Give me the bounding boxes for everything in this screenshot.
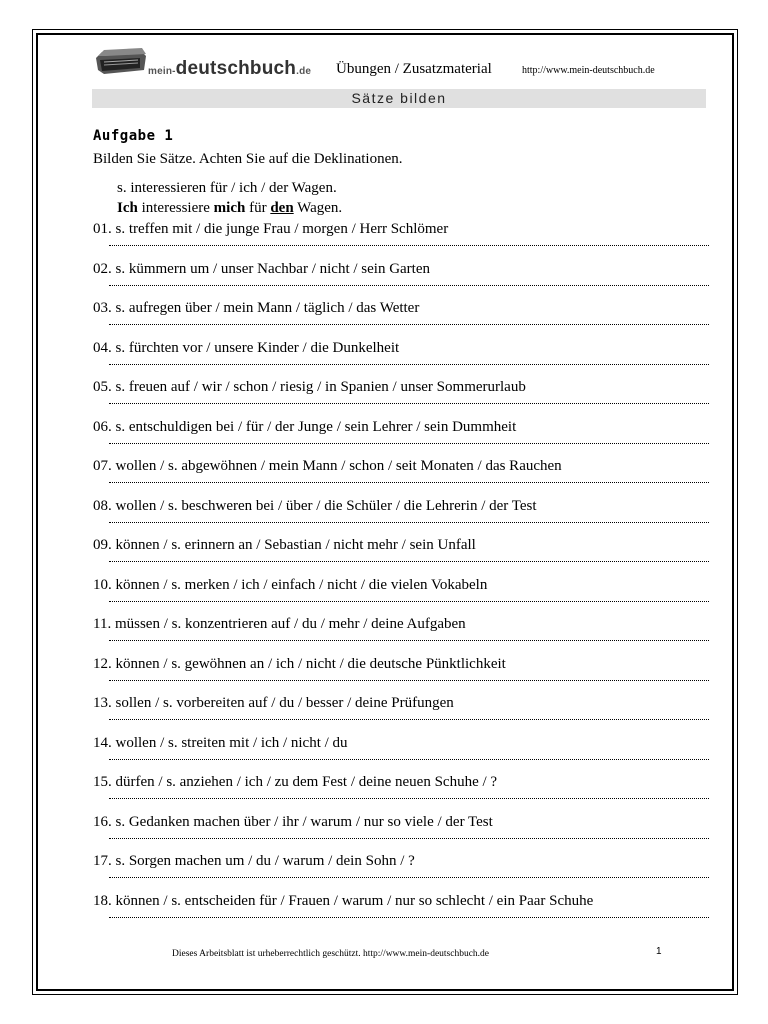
exercise-prompt: 02. s. kümmern um / unser Nachbar / nicht / sein Garten (93, 260, 431, 277)
answer-line[interactable] (109, 241, 709, 246)
answer-line[interactable] (109, 755, 709, 760)
exercise-prompt: 16. s. Gedanken machen über / ihr / warum / nur so viele / der Test (93, 813, 493, 830)
answer-line[interactable] (109, 360, 709, 365)
answer-line[interactable] (109, 439, 709, 444)
exercise-item (93, 774, 709, 791)
exercise-prompt: 18. können / s. entscheiden für / Frauen / warum / nur so schlecht / ein Paar Schuhe (93, 892, 594, 909)
answer-line[interactable] (109, 399, 709, 404)
exercise-prompt: 10. können / s. merken / ich / einfach / nicht / die vielen Vokabeln (93, 576, 488, 593)
exercise-prompt: 06. s. entschuldigen bei / für / der Junge / sein Lehrer / sein Dummheit (93, 418, 517, 435)
exercise-prompt: 01. s. treffen mit / die junge Frau / morgen / Herr Schlömer (93, 221, 449, 237)
exercise-item (93, 498, 709, 515)
logo-suffix: .de (296, 66, 312, 77)
page-number: 1 (656, 946, 662, 957)
header-title: Übungen / Zusatzmaterial (336, 61, 492, 77)
answer-line[interactable] (109, 794, 709, 799)
logo-main: deutschbuch (175, 58, 297, 79)
answer-line[interactable] (109, 557, 709, 562)
logo-text (148, 58, 311, 80)
exercise-item (93, 221, 709, 238)
answer-line[interactable] (109, 873, 709, 878)
exercise-item (93, 853, 709, 870)
exercise-item (93, 616, 709, 633)
example-word-reflexive: mich (213, 200, 246, 216)
exercise-item (93, 300, 709, 317)
exercise-prompt: 04. s. fürchten vor / unsere Kinder / die Dunkelheit (93, 339, 400, 356)
exercise-item (93, 537, 709, 554)
example-word-preposition: für (245, 200, 271, 216)
exercise-item (93, 695, 709, 712)
exercise-prompt: 13. sollen / s. vorbereiten auf / du / besser / deine Prüfungen (93, 695, 454, 711)
answer-line[interactable] (109, 636, 709, 641)
exercise-item (93, 656, 709, 673)
exercise-item (93, 340, 709, 357)
example-prompt: s. interessieren für / ich / der Wagen. (117, 180, 337, 196)
book-icon (94, 44, 154, 78)
exercise-prompt: 14. wollen / s. streiten mit / ich / nicht / du (93, 734, 348, 751)
answer-line[interactable] (109, 518, 709, 523)
answer-line[interactable] (109, 676, 709, 681)
site-logo (94, 44, 324, 78)
example-word-subject: Ich (117, 200, 138, 216)
answer-line[interactable] (109, 715, 709, 720)
exercise-item (93, 261, 709, 278)
exercise-prompt: 12. können / s. gewöhnen an / ich / nicht / die deutsche Pünktlichkeit (93, 655, 506, 672)
answer-line[interactable] (109, 913, 709, 918)
page-header (94, 44, 706, 78)
exercise-prompt: 09. können / s. erinnern an / Sebastian / nicht mehr / sein Unfall (93, 537, 476, 553)
header-url[interactable]: http://www.mein-deutschbuch.de (522, 65, 655, 76)
exercise-prompt: 17. s. Sorgen machen um / du / warum / dein Sohn / ? (93, 853, 415, 869)
answer-line[interactable] (109, 834, 709, 839)
logo-prefix: mein- (148, 66, 176, 77)
exercise-item (93, 735, 709, 752)
exercise-prompt: 15. dürfen / s. anziehen / ich / zu dem Fest / deine neuen Schuhe / ? (93, 774, 498, 790)
task-instruction: Bilden Sie Sätze. Achten Sie auf die Deklinationen. (93, 151, 403, 167)
example-word-noun: Wagen. (293, 200, 343, 216)
exercise-prompt: 03. s. aufregen über / mein Mann / täglich / das Wetter (93, 300, 420, 316)
exercise-item (93, 893, 709, 910)
exercise-item (93, 458, 709, 475)
example-word-verb: interessiere (137, 200, 214, 216)
exercise-item (93, 814, 709, 831)
task-heading: Aufgabe 1 (93, 128, 174, 144)
footer-text: Dieses Arbeitsblatt ist urheberrechtlich geschützt. http://www.mein-deutschbuch.de (172, 949, 490, 959)
page-title: Sätze bilden (351, 90, 447, 106)
title-bar (92, 89, 706, 108)
exercise-prompt: 11. müssen / s. konzentrieren auf / du / mehr / deine Aufgaben (93, 616, 466, 632)
exercise-prompt: 08. wollen / s. beschweren bei / über / die Schüler / die Lehrerin / der Test (93, 497, 537, 514)
exercise-prompt: 07. wollen / s. abgewöhnen / mein Mann / schon / seit Monaten / das Rauchen (93, 458, 562, 474)
example-answer (117, 200, 342, 217)
exercise-item (93, 577, 709, 594)
example-word-article: den (270, 200, 294, 216)
exercise-prompt: 05. s. freuen auf / wir / schon / riesig / in Spanien / unser Sommerurlaub (93, 379, 526, 395)
answer-line[interactable] (109, 320, 709, 325)
exercise-item (93, 379, 709, 396)
answer-line[interactable] (109, 597, 709, 602)
exercise-item (93, 419, 709, 436)
answer-line[interactable] (109, 478, 709, 483)
answer-line[interactable] (109, 281, 709, 286)
